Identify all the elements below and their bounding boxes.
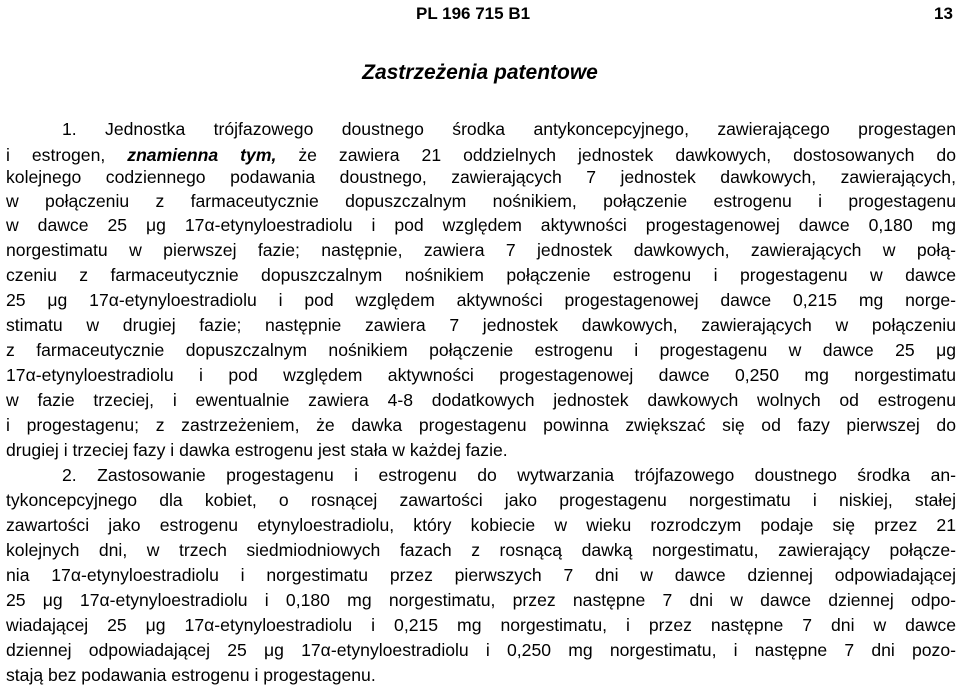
claim-line: tykoncepcyjnego dla kobiet, o rosnącej zawartości jako progestagenu norgestimatu i niskiej, stałej [6, 490, 956, 510]
claim-line: drugiej i trzeciej fazy i dawka estrogenu jest stała w każdej fazie. [6, 440, 508, 460]
claim-line: kolejnego codziennego podawania doustnego, zawierających 7 jednostek dawkowych, zawierających, [6, 167, 956, 187]
claim-line: w połączeniu z farmaceutycznie dopuszczalnym nośnikiem, połączenie estrogenu i progestagenu [6, 191, 956, 211]
claim-line: 1. Jednostka trójfazowego doustnego środka antykoncepcyjnego, zawierającego progestagen [62, 119, 956, 139]
patent-number: PL 196 715 B1 [416, 4, 531, 23]
claim-line: w dawce 25 μg 17α-etynyloestradiolu i pod względem aktywności progestagenowej dawce 0,180 mg [6, 215, 956, 235]
claim-line: czeniu z farmaceutycznie dopuszczalnym nośnikiem połączenie estrogenu i progestagenu w dawce [6, 265, 956, 285]
page-number: 13 [934, 4, 953, 23]
page-title: Zastrzeżenia patentowe [362, 61, 598, 84]
claim-line: kolejnych dni, w trzech siedmiodniowych fazach z rosnącą dawką norgestimatu, zawierający połącze- [6, 540, 956, 560]
claim-line: i estrogen, znamienna tym, że zawiera 21 oddzielnych jednostek dawkowych, dostosowanych do [6, 145, 956, 165]
claim-line: wiadającej 25 μg 17α-etynyloestradiolu i 0,215 mg norgestimatu, i przez następne 7 dni w dawce [6, 615, 956, 635]
claim-line: dziennej odpowiadającej 25 μg 17α-etynyloestradiolu i 0,250 mg norgestimatu, i następne 7 dni pozo- [6, 640, 956, 660]
claim-line: 2. Zastosowanie progestagenu i estrogenu do wytwarzania trójfazowego doustnego środka an- [62, 465, 956, 485]
claim-line: zawartości jako estrogenu etynyloestradiolu, który kobiecie w wieku rozrodczym podaje się przez 21 [6, 515, 956, 535]
claim-line: stają bez podawania estrogenu i progestagenu. [6, 665, 376, 685]
claim-line: 25 μg 17α-etynyloestradiolu i pod względem aktywności progestagenowej dawce 0,215 mg norge- [6, 290, 956, 310]
claim-line: norgestimatu w pierwszej fazie; następnie, zawiera 7 jednostek dawkowych, zawierających w połą- [6, 240, 956, 260]
claim-line: i progestagenu; z zastrzeżeniem, że dawka progestagenu powinna zwiększać się od fazy pierwszej do [6, 415, 956, 435]
claim-line: stimatu w drugiej fazie; następnie zawiera 7 jednostek dawkowych, zawierających w połączeniu [6, 315, 956, 335]
claim-line: z farmaceutycznie dopuszczalnym nośnikiem połączenie estrogenu i progestagenu w dawce 25 μg [6, 340, 956, 360]
claim-line: w fazie trzeciej, i ewentualnie zawiera 4-8 dodatkowych jednostek dawkowych wolnych od estrogenu [6, 390, 956, 410]
claim-line: 17α-etynyloestradiolu i pod względem aktywności progestagenowej dawce 0,250 mg norgestimatu [6, 365, 956, 385]
claim-line: 25 μg 17α-etynyloestradiolu i 0,180 mg norgestimatu, przez następne 7 dni w dawce dziennej odpo- [6, 590, 956, 610]
claim-line: nia 17α-etynyloestradiolu i norgestimatu przez pierwszych 7 dni w dawce dziennej odpowiadającej [6, 565, 956, 585]
